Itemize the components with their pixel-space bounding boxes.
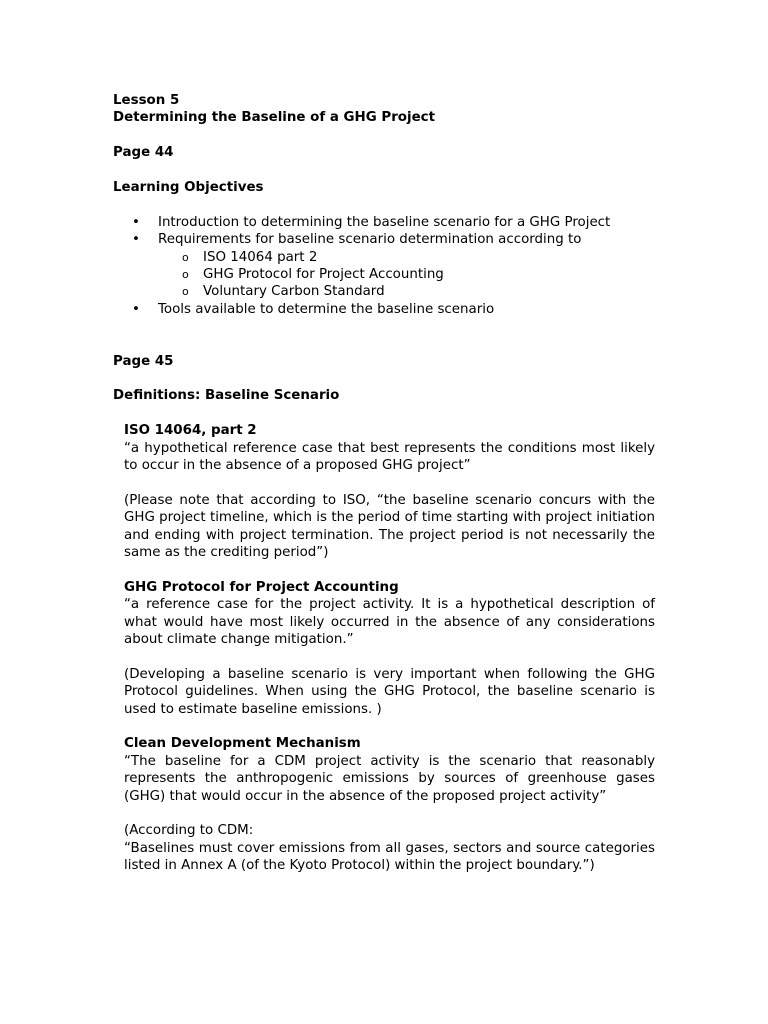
learning-objectives-heading: Learning Objectives: [113, 180, 264, 195]
standards-sublist: [158, 249, 658, 301]
lesson-title: Determining the Baseline of a GHG Project: [113, 110, 436, 126]
cdm-title: Clean Development Mechanism: [124, 736, 361, 752]
iso-quote: “a hypothetical reference case that best represents the conditions most likely to occur in the absence of a proposed GHG project”: [124, 440, 655, 474]
ghg-quote: “a reference case for the project activity. It is a hypothetical description of what would have most likely occurred in the absence of any considerations about climate change mitigation.”: [124, 597, 655, 648]
objective-item: • Requirements for baseline scenario determination according to o ISO 14064 part 2 o GHG Protocol for Project Accounting o Voluntary Carbon Standard: [113, 231, 658, 301]
definitions-section: [124, 422, 655, 874]
standard-item: o ISO 14064 part 2: [158, 249, 658, 266]
ghg-title: GHG Protocol for Project Accounting: [124, 579, 399, 595]
page-45-label: Page 45: [113, 353, 174, 369]
objective-item: • Tools available to determine the baseline scenario: [113, 301, 658, 318]
document-body: [113, 92, 658, 875]
iso-title: ISO 14064, part 2: [124, 423, 257, 439]
standard-item: o GHG Protocol for Project Accounting: [158, 266, 658, 283]
iso-note: (Please note that according to ISO, “the baseline scenario concurs with the GHG project timeline, which is the period of time starting with project initiation and ending with project termination. The project period is not necessarily the same as the crediting period”): [124, 492, 655, 561]
cdm-note-intro: (According to CDM:: [124, 823, 254, 839]
cdm-note-body: “Baselines must cover emissions from all gases, sectors and source categories listed in Annex A (of the Kyoto Protocol) within the project boundary.”): [124, 840, 655, 874]
ghg-note: (Developing a baseline scenario is very important when following the GHG Protocol guidelines. When using the GHG Protocol, the baseline scenario is used to estimate baseline emissions. ): [124, 666, 655, 717]
page-44-label: Page 44: [113, 145, 174, 161]
objectives-list: [113, 214, 658, 318]
standard-item: o Voluntary Carbon Standard: [158, 283, 658, 300]
objective-item: • Introduction to determining the baseline scenario for a GHG Project: [113, 214, 658, 231]
lesson-number: Lesson 5: [113, 93, 180, 108]
definitions-heading: Definitions: Baseline Scenario: [113, 388, 340, 404]
cdm-quote: “The baseline for a CDM project activity is the scenario that reasonably represents the anthropogenic emissions by sources of greenhouse gases (GHG) that would occur in the absence of the proposed project activity”: [124, 753, 655, 804]
